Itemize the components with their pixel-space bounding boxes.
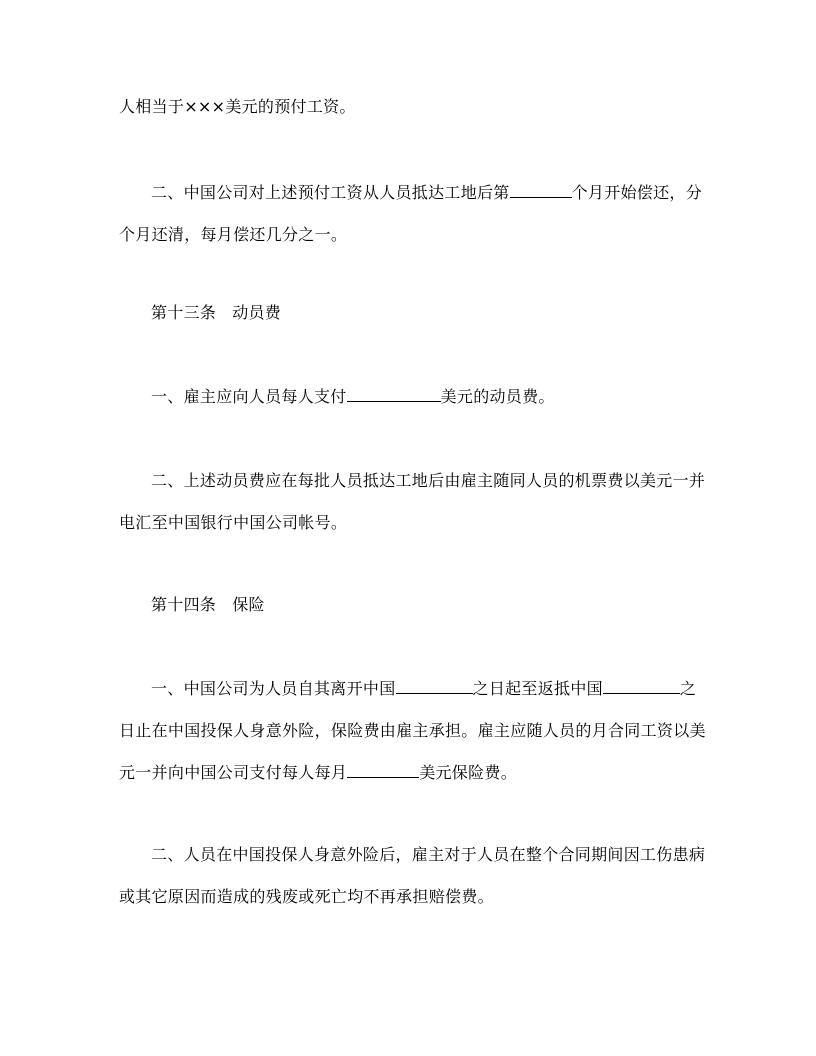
article-title: 动员费	[232, 303, 282, 322]
article-14-clause-1-line-3	[119, 763, 517, 783]
clause-text: 之	[679, 679, 697, 698]
fill-in-blank-insurance-fee	[347, 763, 419, 778]
clause-text: 美元保险费。	[419, 763, 518, 782]
clause-text: 个月开始偿还，分	[571, 183, 703, 202]
article-14-clause-1-line-1	[151, 679, 696, 699]
article-14-clause-2-line-2	[119, 887, 494, 907]
clause-text: 二、中国公司对上述预付工资从人员抵达工地后第	[151, 183, 510, 202]
clause-text: 个月还清，每月偿还几分之一。	[119, 225, 348, 244]
paragraph-continuation	[119, 97, 356, 117]
clause-text: 日止在中国投保人身意外险，保险费由雇主承担。雇主应随人员的月合同工资以美	[119, 721, 706, 740]
clause-text: 二、人员在中国投保人身意外险后，雇主对于人员在整个合同期间因工伤患病	[151, 845, 706, 864]
fill-in-blank-return-date	[603, 679, 680, 694]
clause-text: 或其它原因而造成的残废或死亡均不再承担赔偿费。	[119, 887, 494, 906]
clause-text: 一、中国公司为人员自其离开中国	[151, 679, 396, 698]
clause-repayment-line-1	[151, 183, 702, 203]
article-14-heading	[151, 595, 265, 615]
fill-in-blank-departure-date	[396, 679, 473, 694]
fill-in-blank-month-start	[510, 183, 572, 198]
clause-text: 元一并向中国公司支付每人每月	[119, 763, 348, 782]
clause-text: 一、雇主应向人员每人支付	[151, 387, 347, 406]
clause-text: 之日起至返抵中国	[472, 679, 603, 698]
fill-in-blank-mobilization-fee	[347, 387, 441, 402]
article-13-clause-1	[151, 387, 555, 407]
article-14-clause-2-line-1	[151, 845, 705, 865]
clause-repayment-line-2	[119, 225, 347, 245]
article-14-clause-1-line-2	[119, 721, 706, 741]
text-advance-wage-amount: 人相当于×××美元的预付工资。	[119, 97, 356, 116]
article-13-heading	[151, 303, 281, 323]
clause-text: 电汇至中国银行中国公司帐号。	[119, 513, 348, 532]
article-13-clause-2-line-2	[119, 513, 347, 533]
clause-text: 美元的动员费。	[440, 387, 555, 406]
article-number: 第十三条	[151, 303, 217, 322]
clause-text: 二、上述动员费应在每批人员抵达工地后由雇主随同人员的机票费以美元一并	[151, 471, 706, 490]
article-title: 保险	[232, 595, 265, 614]
article-13-clause-2-line-1	[151, 471, 705, 491]
article-number: 第十四条	[151, 595, 217, 614]
